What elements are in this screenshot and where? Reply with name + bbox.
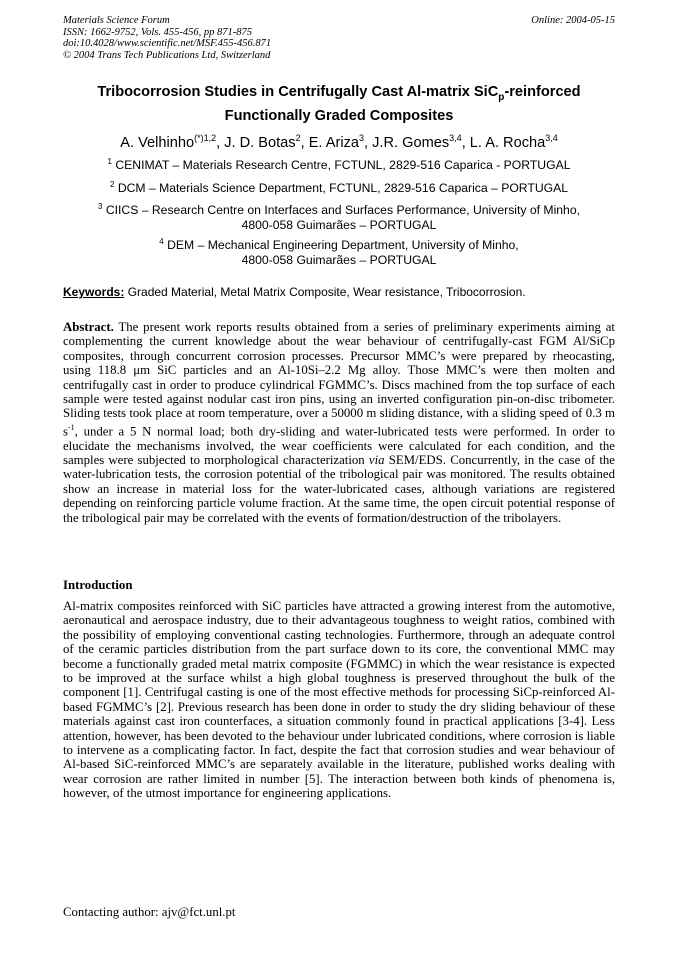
- abstract-superscript: -1: [67, 422, 75, 432]
- author-name: J. D. Botas: [224, 134, 296, 151]
- author-name: J.R. Gomes: [372, 134, 450, 151]
- affiliation-number: 4: [159, 237, 164, 246]
- affiliation-2: [63, 177, 615, 196]
- abstract-text-3: SEM/EDS. Concurrently, in the case of the water-lubrication tests, the corrosion potential of the tribological pair was monitored. The results obtained show an increase in material loss for the water-lubricated cases, although variations are registered depending on reinforcing particle volume fraction. At the same time, the open circuit potential response of the tribological pair may be correlated with the events of formation/destruction of the tribolayers.: [63, 452, 615, 525]
- affiliation-text: CIICS – Research Centre on Interfaces and Surfaces Performance, University of Minho,: [105, 203, 580, 218]
- author-affiliation-mark: 2: [295, 133, 301, 143]
- abstract-text-2: , under a 5 N normal load; both dry-sliding and water-lubricated tests were performed. In order to elucidate the mechanisms involved, the wear coefficients were calculated for each condition, and the samples were subjected to morphological characterization: [63, 424, 615, 467]
- introduction-heading: Introduction: [63, 578, 133, 592]
- keywords-label: Keywords:: [63, 285, 125, 299]
- abstract-italic: via: [368, 452, 385, 467]
- doi-line: doi:10.4028/www.scientific.net/MSF.455-456.871: [63, 38, 272, 49]
- title-part-2: -reinforced Functionally Graded Composites: [224, 84, 581, 124]
- online-date: Online: 2004-05-15: [531, 15, 615, 26]
- keywords-line: [63, 285, 615, 299]
- author-separator: ,: [461, 134, 470, 151]
- abstract-text-1: The present work reports results obtained from a series of preliminary experiments aiming at complementing the current knowledge about the wear behaviour of centrifugally-cast FGM Al/SiCp composites, through concurrent corrosion processes. Precursor MMC’s were prepared by rheocasting, using 118.8 μm SiC particles and an Al-10Si–2.2 Mg alloy. Those MMC’s were then molten and centrifugally cast in order to produce cylindrical FGMMC’s. Discs machined from the top surface of each sample were tested against nodular cast iron pins, using an inverted configuration pin-on-disc tribometer. Sliding tests took place at room temperature, over a 50000 m sliding distance, with a sliding speed of 0.3 m s: [63, 320, 615, 439]
- author-list: [63, 129, 615, 152]
- title-subscript: p: [498, 91, 505, 103]
- author-affiliation-mark: (*)1,2: [194, 133, 217, 143]
- author: [309, 135, 372, 151]
- author: [120, 135, 224, 151]
- author: [224, 135, 309, 151]
- affiliation-address: 4800-058 Guimarães – PORTUGAL: [241, 253, 437, 268]
- author-affiliation-mark: 3,4: [545, 133, 558, 143]
- author-affiliation-mark: 3,4: [449, 133, 462, 143]
- copyright-line: © 2004 Trans Tech Publications Ltd, Switzerland: [63, 49, 271, 61]
- paper-title: [63, 83, 615, 125]
- affiliation-address: 4800-058 Guimarães – PORTUGAL: [241, 218, 437, 233]
- title-part-1: Tribocorrosion Studies in Centrifugally Cast Al-matrix SiC: [97, 84, 499, 100]
- abstract-paragraph: [63, 320, 615, 525]
- author-name: A. Velhinho: [120, 134, 195, 151]
- author-affiliation-mark: 3: [359, 133, 365, 143]
- affiliation-text: CENIMAT – Materials Research Centre, FCTUNL, 2829-516 Caparica - PORTUGAL: [115, 158, 571, 173]
- journal-name: Materials Science Forum: [63, 15, 170, 26]
- author-name: L. A. Rocha: [469, 134, 546, 151]
- affiliation-text: DEM – Mechanical Engineering Department, University of Minho,: [167, 238, 519, 253]
- author: [470, 135, 558, 151]
- affiliation-3: [63, 199, 615, 233]
- affiliation-4: [63, 234, 615, 268]
- issn-line: ISSN: 1662-9752, Vols. 455-456, pp 871-875: [63, 26, 252, 38]
- author-name: E. Ariza: [308, 134, 359, 151]
- contact-author: Contacting author: ajv@fct.unl.pt: [63, 905, 236, 919]
- affiliation-1: [63, 154, 615, 173]
- abstract-label: Abstract.: [63, 320, 114, 334]
- affiliation-number: 2: [109, 180, 115, 189]
- author-separator: ,: [300, 134, 309, 151]
- author-separator: ,: [216, 134, 225, 151]
- affiliation-number: 3: [97, 202, 103, 211]
- author-separator: ,: [364, 134, 373, 151]
- keywords-text: Graded Material, Metal Matrix Composite, Wear resistance, Tribocorrosion.: [124, 285, 526, 299]
- author: [372, 135, 470, 151]
- affiliation-text: DCM – Materials Science Department, FCTUNL, 2829-516 Caparica – PORTUGAL: [117, 181, 569, 196]
- affiliation-number: 1: [107, 157, 112, 166]
- introduction-paragraph: Al-matrix composites reinforced with SiC particles have attracted a growing interest from the automotive, aeronautical and aerospace industry, due to their advantageous toughness to weight ratios, combined with the possibility of employing conventional casting technologies. Furthermore, through an adequate control of the ceramic particles distribution from the part surface down to its core, the conventional MMC may become a functionally graded metal matrix composite (FGMMC) in which the wear resistance is expected to be improved at the surface whilst a high global toughness is preserved throughout the bulk of the component [1]. Centrifugal casting is one of the most effective methods for processing SiCp-reinforced Al-based FGMMC’s [2]. Previous research has been done in order to study the dry sliding behaviour of these materials against cast iron counterfaces, a situation commonly found in practical applications [3-4]. Less attention, however, has been devoted to the behaviour under lubricated conditions, where corrosion is liable to intervene as a complicating factor. In fact, despite the fact that corrosion studies and wear behaviour of Al-based SiC-reinforced MMC’s are separately available in the literature, published works dealing with wear corrosion are rather limited in number [5]. The interaction between both kinds of phenomena is, however, of the utmost importance for engineering applications.: [63, 599, 615, 801]
- page-header: [63, 15, 615, 61]
